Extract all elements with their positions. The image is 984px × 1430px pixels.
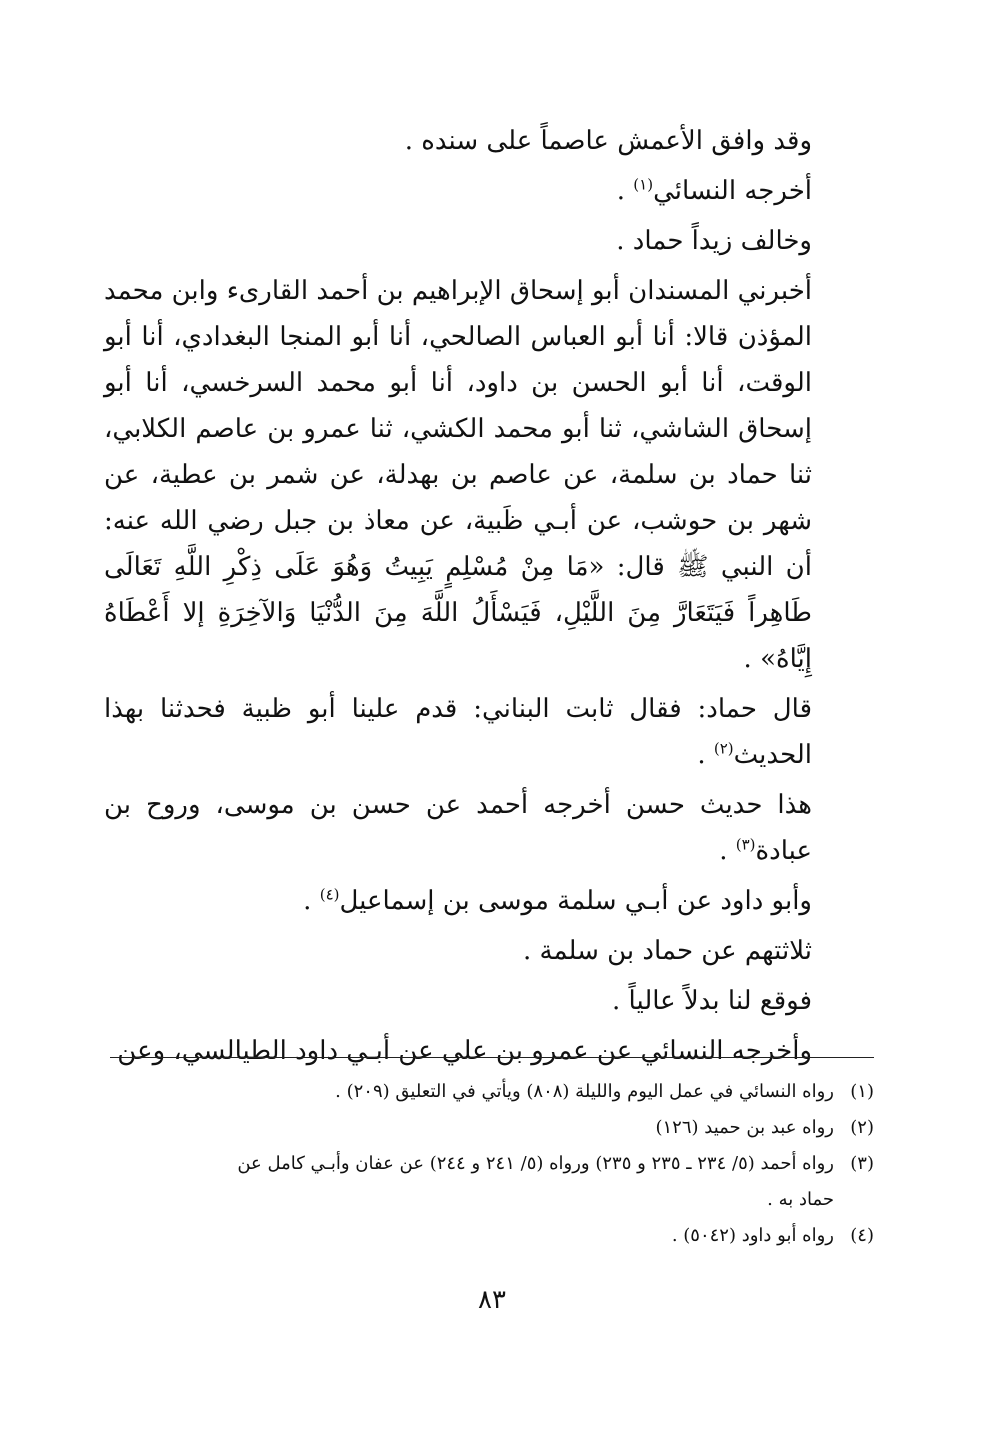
paragraph-text: وخالف زيداً حماد . xyxy=(616,226,812,256)
paragraph xyxy=(104,268,874,682)
footnote-number: (٣) xyxy=(850,1153,874,1174)
footnote-ref: (٢) xyxy=(713,739,734,758)
footnote-text: رواه أحمد (٥/ ٢٣٤ ـ ٢٣٥ و ٢٣٥) ورواه (٥/ ٢٤١ و ٢٤٤) عن عفان وأبـي كامل عن xyxy=(237,1153,834,1174)
paragraph xyxy=(104,782,874,874)
paragraph-text: هذا حديث حسن أخرجه أحمد عن حسن بن موسى، وروح بن عبادة xyxy=(104,790,812,866)
footnote xyxy=(104,1074,874,1110)
paragraph-text: وأبو داود عن أبـي سلمة موسى بن إسماعيل xyxy=(339,886,812,916)
paragraph xyxy=(104,686,874,778)
footnote-ref: (٤) xyxy=(319,885,340,904)
footnote-text: رواه النسائي في عمل اليوم والليلة (٨٠٨) ويأتي في التعليق (٢٠٩) . xyxy=(335,1081,834,1102)
footnote xyxy=(104,1146,874,1182)
paragraph-tail: . xyxy=(303,886,320,916)
paragraph-text: قال حماد: فقال ثابت البناني: قدم علينا أبو ظبية فحدثنا بهذا الحديث xyxy=(104,694,812,770)
paragraph xyxy=(104,168,874,214)
page-number: ٨٣ xyxy=(478,1285,506,1315)
footnote-separator xyxy=(110,1057,874,1058)
footnote-ref: (١) xyxy=(633,175,654,194)
paragraph-text: أخبرني المسندان أبو إسحاق الإبراهيم بن أحمد القارىء وابن محمد المؤذن قالا: أنا أبو العباس الصالحي، أنا أبو المنجا البغدادي، أنا أبو الوقت، أنا أبو الحسن بن داود، أنا أبو محمد السرخسي، أنا أبو إسحاق الشاشي، ثنا أبو محمد الكشي، ثنا عمرو بن عاصم الكلابي، ثنا حماد بن سلمة، عن عاصم بن بهدلة، عن شمر بن عطية، عن شهر بن حوشب، عن أبـي ظَبية، عن معاذ بن جبل رضي الله عنه: أن النبي ﷺ قال: «مَا مِنْ مُسْلِمٍ يَبِيتُ وَهُوَ عَلَى ذِكْرِ اللَّهِ تَعَالَى طَاهِراً فَيَتَعَارَّ مِنَ اللَّيْلِ، فَيَسْأَلُ اللَّهَ مِنَ الدُّنْيَا وَالآخِرَةِ إلا أَعْطَاهُ إِيَّاهُ» . xyxy=(103,276,812,674)
paragraph-text: فوقع لنا بدلاً عالياً . xyxy=(612,986,812,1016)
paragraph-tail: . xyxy=(616,176,634,206)
footnote-number: (٢) xyxy=(850,1117,874,1138)
paragraph-text: وأخرجه النسائي عن عمرو بن علي عن أبـي داود الطيالسي، وعن xyxy=(117,1036,812,1066)
paragraph-text: وقد وافق الأعمش عاصماً على سنده . xyxy=(404,126,812,156)
footnote xyxy=(104,1110,874,1146)
footnote-text: رواه عبد بن حميد (١٢٦) xyxy=(655,1117,834,1138)
paragraph xyxy=(104,928,874,974)
paragraph-tail: . xyxy=(697,740,714,770)
paragraph xyxy=(104,1028,874,1074)
footnote-text: رواه أبو داود (٥٠٤٢) . xyxy=(671,1225,834,1246)
main-text xyxy=(104,118,874,1078)
footnote-number: (٤) xyxy=(850,1225,874,1246)
paragraph xyxy=(104,978,874,1024)
footnotes xyxy=(104,1074,874,1254)
paragraph xyxy=(104,218,874,264)
footnote-continuation: حماد به . xyxy=(767,1189,834,1210)
footnote xyxy=(104,1218,874,1254)
footnote-number: (١) xyxy=(850,1081,874,1102)
paragraph xyxy=(104,118,874,164)
paragraph-text: ثلاثتهم عن حماد بن سلمة . xyxy=(522,936,812,966)
paragraph-text: أخرجه النسائي xyxy=(653,176,812,206)
footnote-ref: (٣) xyxy=(735,835,756,854)
paragraph-tail: . xyxy=(719,836,736,866)
paragraph xyxy=(104,878,874,924)
